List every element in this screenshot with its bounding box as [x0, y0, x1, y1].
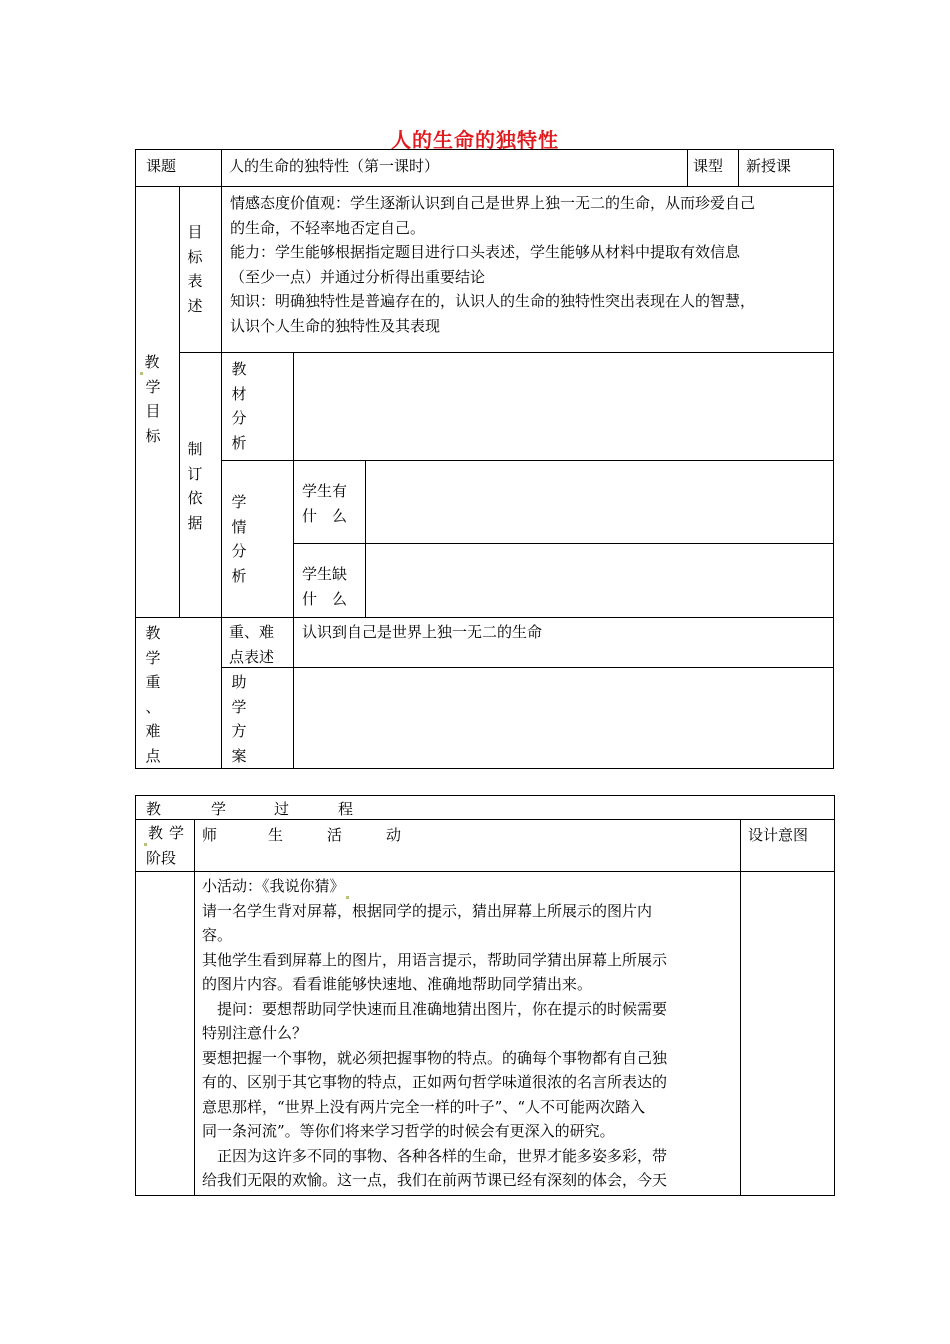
goal-line: （至少一点）并通过分析得出重要结论	[230, 267, 486, 286]
col-divider	[194, 819, 195, 1196]
lesson-type-value: 新授课	[746, 157, 792, 175]
col-divider	[293, 352, 294, 617]
goal-line: 认识个人生命的独特性及其表现	[230, 316, 441, 335]
goal-line: 知识：明确独特性是普遍存在的，认识人的生命的独特性突出表现在人的智慧，	[230, 292, 756, 310]
student-lack-label-2: 什 么	[302, 589, 348, 608]
row-divider	[293, 543, 834, 544]
goal-statement-label: 目 标 表 述	[187, 223, 203, 315]
col-divider	[687, 149, 688, 186]
row-divider	[135, 186, 834, 187]
stage-label-2: 阶段	[146, 849, 177, 867]
activity-header-1: 师	[202, 826, 218, 844]
row-divider	[221, 667, 834, 668]
activity-line: 同一条河流”。等你们将来学习哲学的时候会有更深入的研究。	[202, 1122, 615, 1140]
col-divider	[221, 186, 222, 769]
student-have-label-1: 学生有	[302, 482, 348, 500]
goal-line: 能力：学生能够根据指定题目进行口头表述，学生能够从材料中提取有效信息	[230, 243, 741, 261]
document-title: 人的生命的独特性	[391, 128, 559, 152]
row-divider	[221, 460, 834, 461]
student-have-label-2: 什 么	[302, 506, 348, 525]
stage-label-1: 教学	[143, 821, 190, 846]
process-header-3: 过	[274, 800, 290, 818]
process-header-1: 教	[146, 800, 162, 818]
col-divider	[293, 617, 294, 769]
activity-line: 正因为这许多不同的事物、各种各样的生命，世界才能多姿多彩，带	[202, 1146, 668, 1165]
key-statement-label-2: 点表述	[229, 647, 275, 666]
key-statement-label-1: 重、难	[229, 623, 275, 641]
activity-line: 提问：要想帮助同学快速而且准确地猜出图片，你在提示的时候需要	[202, 999, 668, 1018]
design-intent-header: 设计意图	[748, 826, 809, 844]
key-statement-value: 认识到自己是世界上独一无二的生命	[302, 623, 543, 641]
col-divider	[221, 149, 222, 186]
col-divider	[740, 819, 741, 1196]
row-divider	[179, 352, 834, 353]
material-analysis-label: 教 材 分 析	[231, 360, 247, 452]
col-divider	[179, 186, 180, 617]
activity-line: 容。	[202, 926, 233, 944]
col-divider	[738, 149, 739, 186]
row-divider	[135, 871, 835, 872]
lesson-type-label: 课型	[693, 157, 724, 175]
activity-header-3: 活	[327, 826, 343, 844]
topic-value: 人的生命的独特性（第一课时）	[229, 157, 440, 175]
activity-header-4: 动	[386, 826, 402, 844]
topic-label: 课题	[146, 157, 177, 175]
activity-line: 其他学生看到屏幕上的图片，用语言提示，帮助同学猜出屏幕上所展示	[202, 950, 668, 969]
goal-line: 的生命，不轻率地否定自己。	[230, 218, 426, 237]
activity-line: 请一名学生背对屏幕，根据同学的提示，猜出屏幕上所展示的图片内	[202, 901, 653, 920]
activity-line: 给我们无限的欢愉。这一点，我们在前两节课已经有深刻的体会，今天	[202, 1171, 668, 1189]
activity-header-2: 生	[268, 826, 284, 844]
basis-label: 制 订 依 据	[187, 440, 203, 532]
activity-line: 要想把握一个事物，就必须把握事物的特点。的确每个事物都有自己独	[202, 1048, 668, 1067]
row-divider	[135, 819, 835, 820]
key-points-label: 教 学 重 、 难 点	[145, 624, 161, 765]
row-divider	[135, 617, 834, 618]
student-lack-label-1: 学生缺	[302, 565, 348, 583]
activity-line: 意思那样，“世界上没有两片完全一样的叶子”、“人不可能两次踏入	[202, 1097, 646, 1116]
activity-line: 有的、区别于其它事物的特点，正如两句哲学味道很浓的名言所表达的	[202, 1073, 668, 1091]
assist-plan-label: 助 学 方 案	[231, 673, 247, 765]
goal-line: 情感态度价值观：学生逐渐认识到自己是世界上独一无二的生命，从而珍爱自己	[230, 194, 756, 212]
col-divider	[365, 460, 366, 617]
activity-line: 的图片内容。看看谁能够快速地、准确地帮助同学猜出来。	[202, 975, 593, 993]
process-header-4: 程	[338, 800, 354, 818]
activity-line: 小活动：《我说你猜》	[202, 874, 350, 899]
process-header-2: 学	[211, 800, 227, 818]
activity-line: 特别注意什么？	[202, 1024, 308, 1042]
teaching-goal-label: 教 学 目 标	[143, 350, 163, 448]
student-analysis-label: 学 情 分 析	[231, 493, 247, 585]
